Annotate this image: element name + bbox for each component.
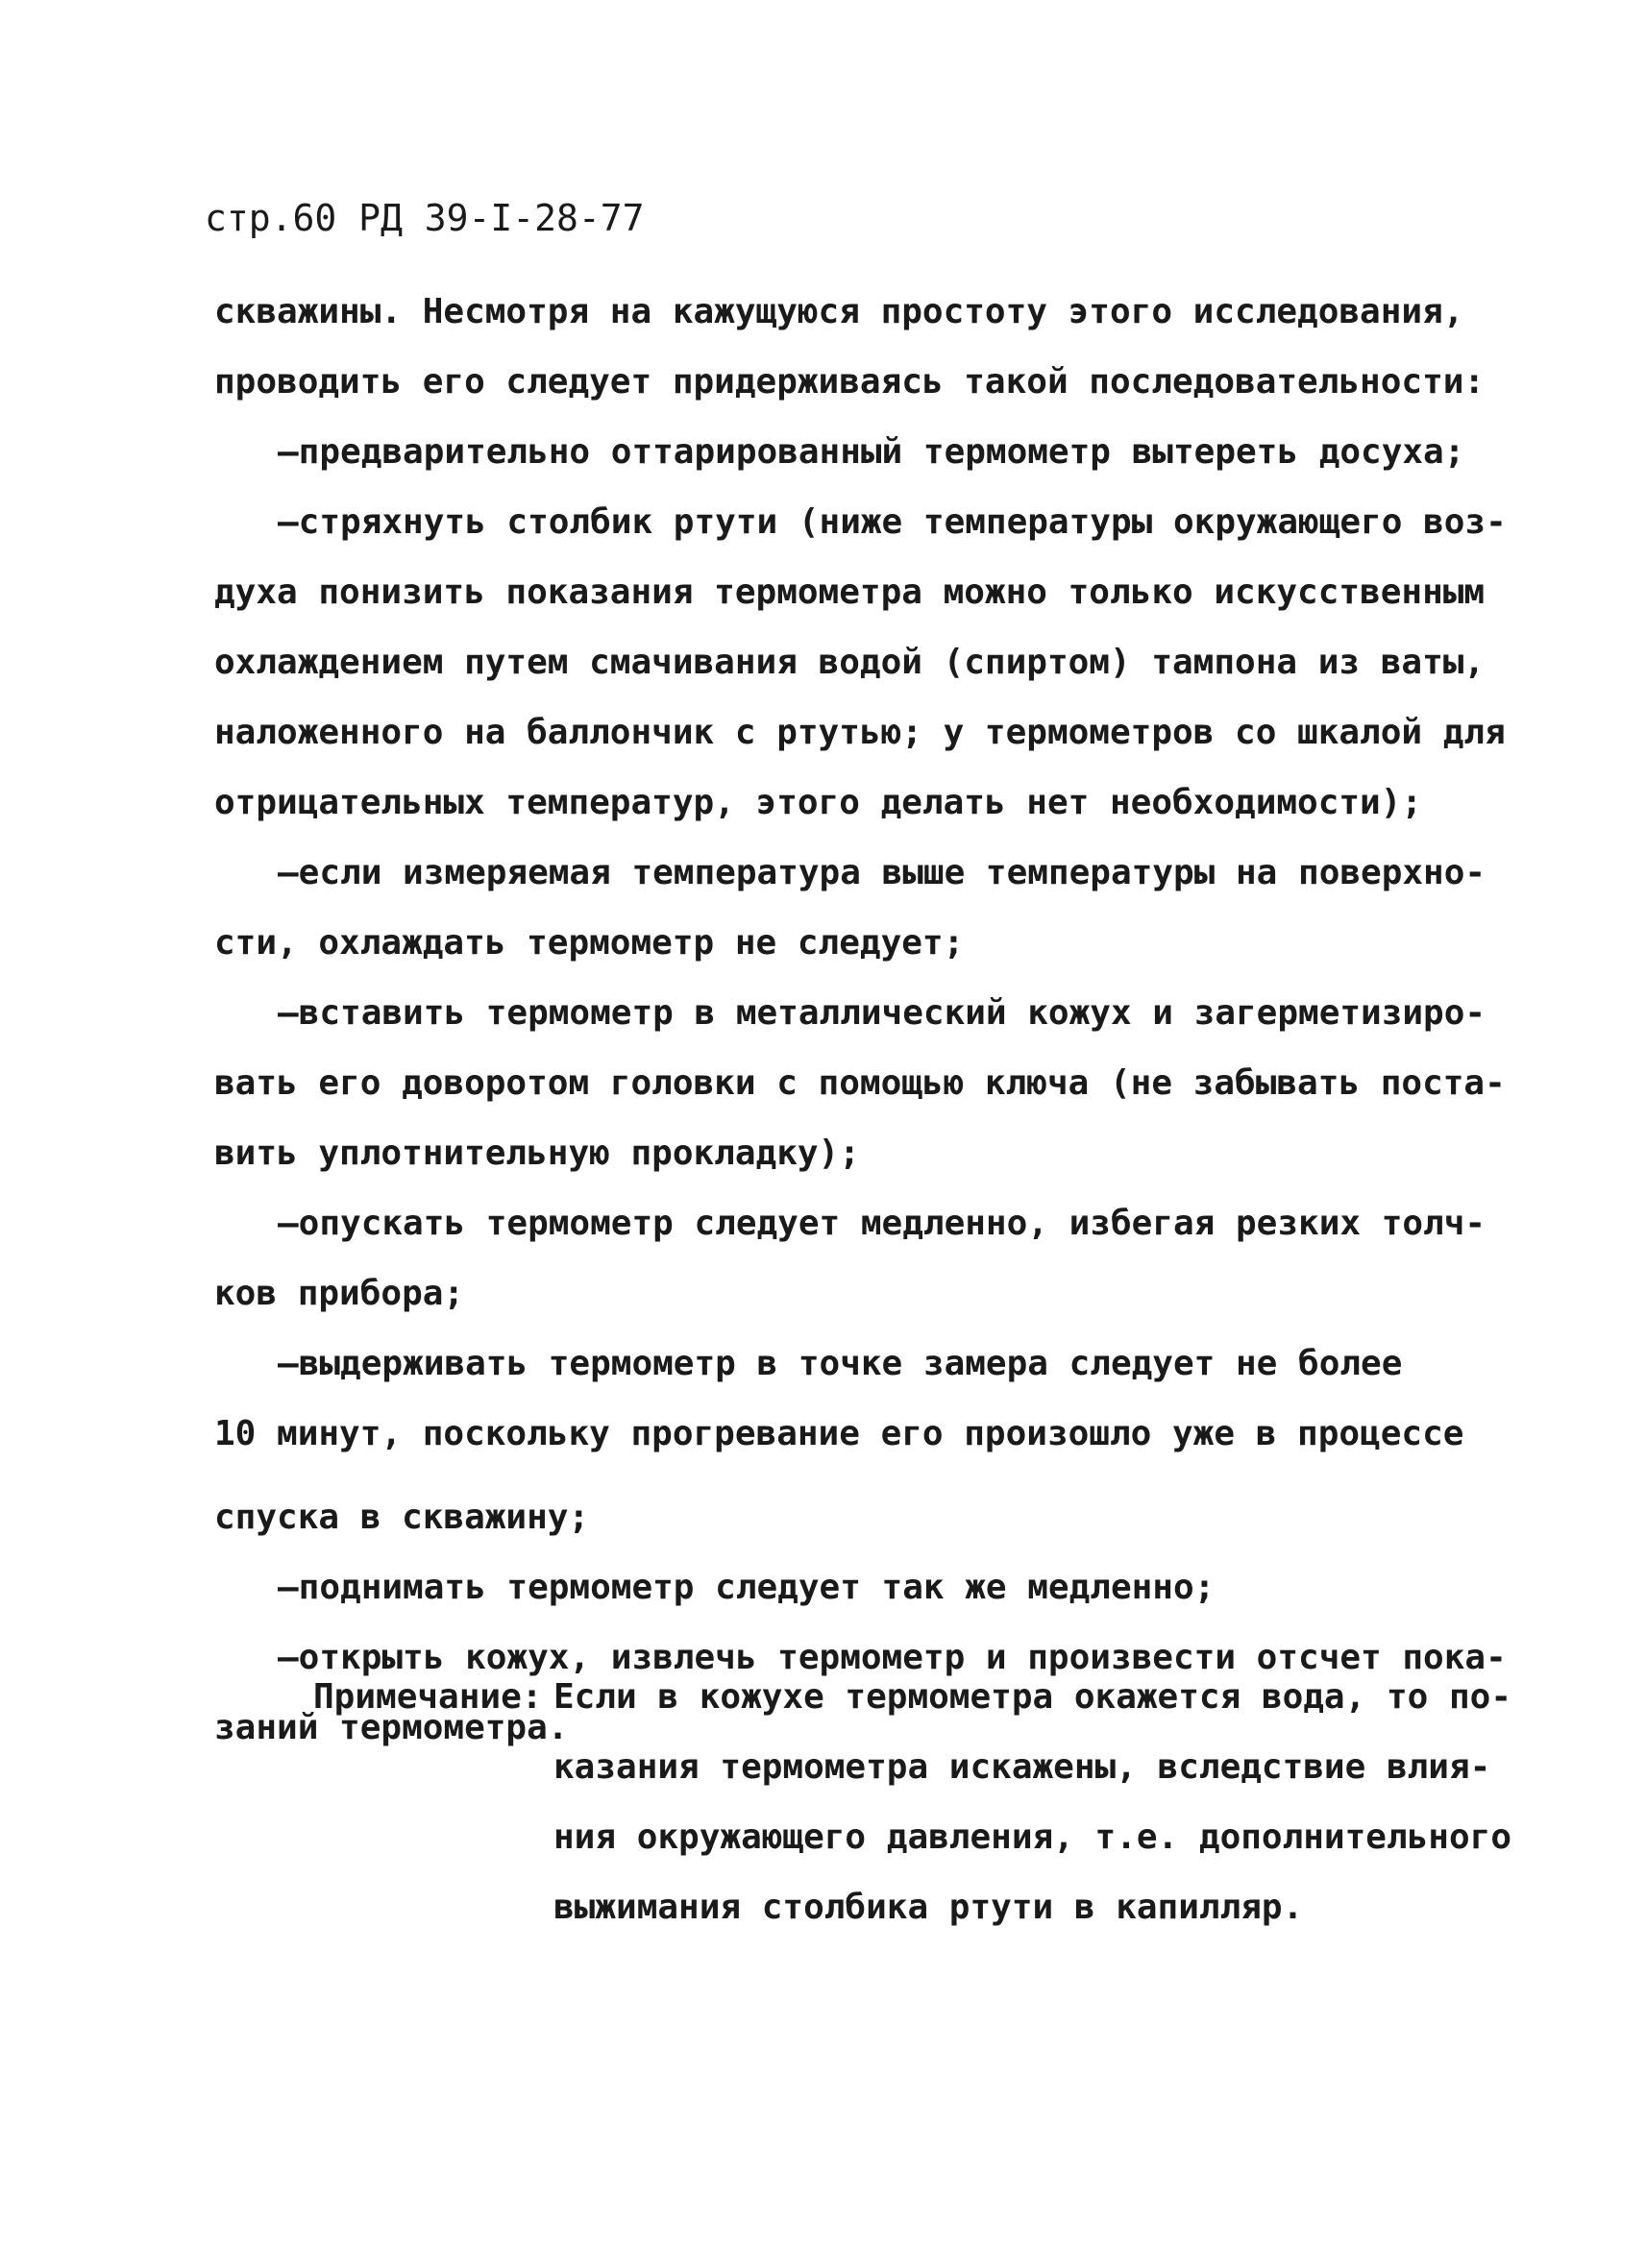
text-line: охлаждением путем смачивания водой (спиртом) тампона из ваты,: [214, 643, 1486, 682]
text-line: скважины. Несмотря на кажущуюся простоту этого исследования,: [214, 292, 1464, 331]
note-line: ния окружающего давления, т.е. дополнительного: [553, 1817, 1511, 1857]
note-line: казания термометра искажены, вследствие влия-: [553, 1747, 1491, 1787]
text-line: спуска в скважину;: [214, 1498, 590, 1537]
text-line: отрицательных температур, этого делать нет необходимости);: [214, 783, 1423, 822]
list-item-line: –опускать термометр следует медленно, избегая резких толч-: [278, 1204, 1486, 1243]
text-line: наложенного на баллончик с ртутью; у термометров со шкалой для: [214, 713, 1506, 752]
list-item-line: –открыть кожух, извлечь термометр и произвести отсчет пока-: [278, 1638, 1507, 1677]
note-label: Примечание:: [313, 1677, 543, 1717]
note-line: выжимания столбика ртути в капилляр.: [553, 1888, 1304, 1927]
text-line: вить уплотнительную прокладку);: [214, 1134, 860, 1173]
text-line: вать его доворотом головки с помощью ключа (не забывать поста-: [214, 1063, 1506, 1103]
note-body: [553, 1662, 1511, 1942]
text-line: сти, охлаждать термометр не следует;: [214, 923, 965, 963]
page-header: стр.60 РД 39-I-28-77: [205, 197, 645, 239]
note-line: Если в кожухе термометра окажется вода, то по-: [553, 1677, 1511, 1717]
list-item-line: –предварительно оттарированный термометр вытереть досуха;: [278, 432, 1465, 472]
list-item-line: –стряхнуть столбик ртути (ниже температуры окружающего воз-: [278, 502, 1507, 542]
text-line: духа понизить показания термометра можно только искусственным: [214, 573, 1486, 612]
text-line: проводить его следует придерживаясь такой последовательности:: [214, 362, 1486, 402]
text-line: ков прибора;: [214, 1274, 465, 1313]
text-line: заний термометра.: [214, 1708, 569, 1747]
list-item-line: –вставить термометр в металлический кожух и загерметизиро-: [278, 993, 1486, 1033]
list-item-line: –если измеряемая температура выше температуры на поверхно-: [278, 853, 1486, 892]
list-item-line: –выдерживать термометр в точке замера следует не более: [278, 1344, 1403, 1383]
list-item-line: –поднимать термометр следует так же медленно;: [278, 1568, 1216, 1607]
body-text: [214, 277, 1521, 1763]
text-line: 10 минут, поскольку прогревание его произошло уже в процессе: [214, 1414, 1464, 1453]
